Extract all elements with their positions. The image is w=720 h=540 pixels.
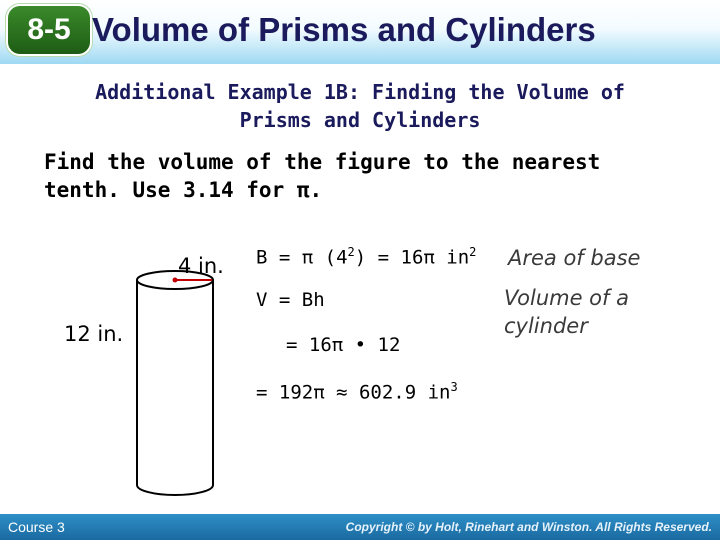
volume-note-line-1: Volume of a <box>504 286 629 310</box>
footer-bar <box>0 514 720 540</box>
page-title: Volume of Prisms and Cylinders <box>92 11 596 48</box>
subtitle-line-2: Prisms and Cylinders <box>239 108 481 132</box>
substitution-step: = 16π • 12 <box>286 334 401 356</box>
volume-formula: V = Bh <box>256 289 325 311</box>
area-of-base-note: Area of base <box>508 246 641 270</box>
course-label: Course 3 <box>8 519 65 535</box>
instruction-line-1: Find the volume of the figure to the nearest <box>44 150 601 174</box>
final-answer: = 192π ≈ 602.9 $in^3$ <box>256 380 458 404</box>
volume-note-line-2: cylinder <box>504 314 588 338</box>
cylinder-bottom <box>137 485 213 495</box>
radius-label: 4 in. <box>178 254 224 278</box>
copyright-notice: Copyright © by Holt, Rinehart and Winston. All Rights Reserved. <box>345 520 712 534</box>
cylinder-drawing <box>137 271 213 495</box>
base-area-formula: B = π $(4^2) = 16\pi$ $in^2$ <box>256 245 477 269</box>
center-point <box>173 278 178 283</box>
volume-note <box>504 284 629 340</box>
subtitle-line-1: Additional Example 1B: Finding the Volume of <box>95 80 625 104</box>
lesson-number: 8-5 <box>27 13 71 46</box>
instruction-line-2: tenth. Use 3.14 for π. <box>44 178 323 202</box>
height-label: 12 in. <box>64 322 124 346</box>
